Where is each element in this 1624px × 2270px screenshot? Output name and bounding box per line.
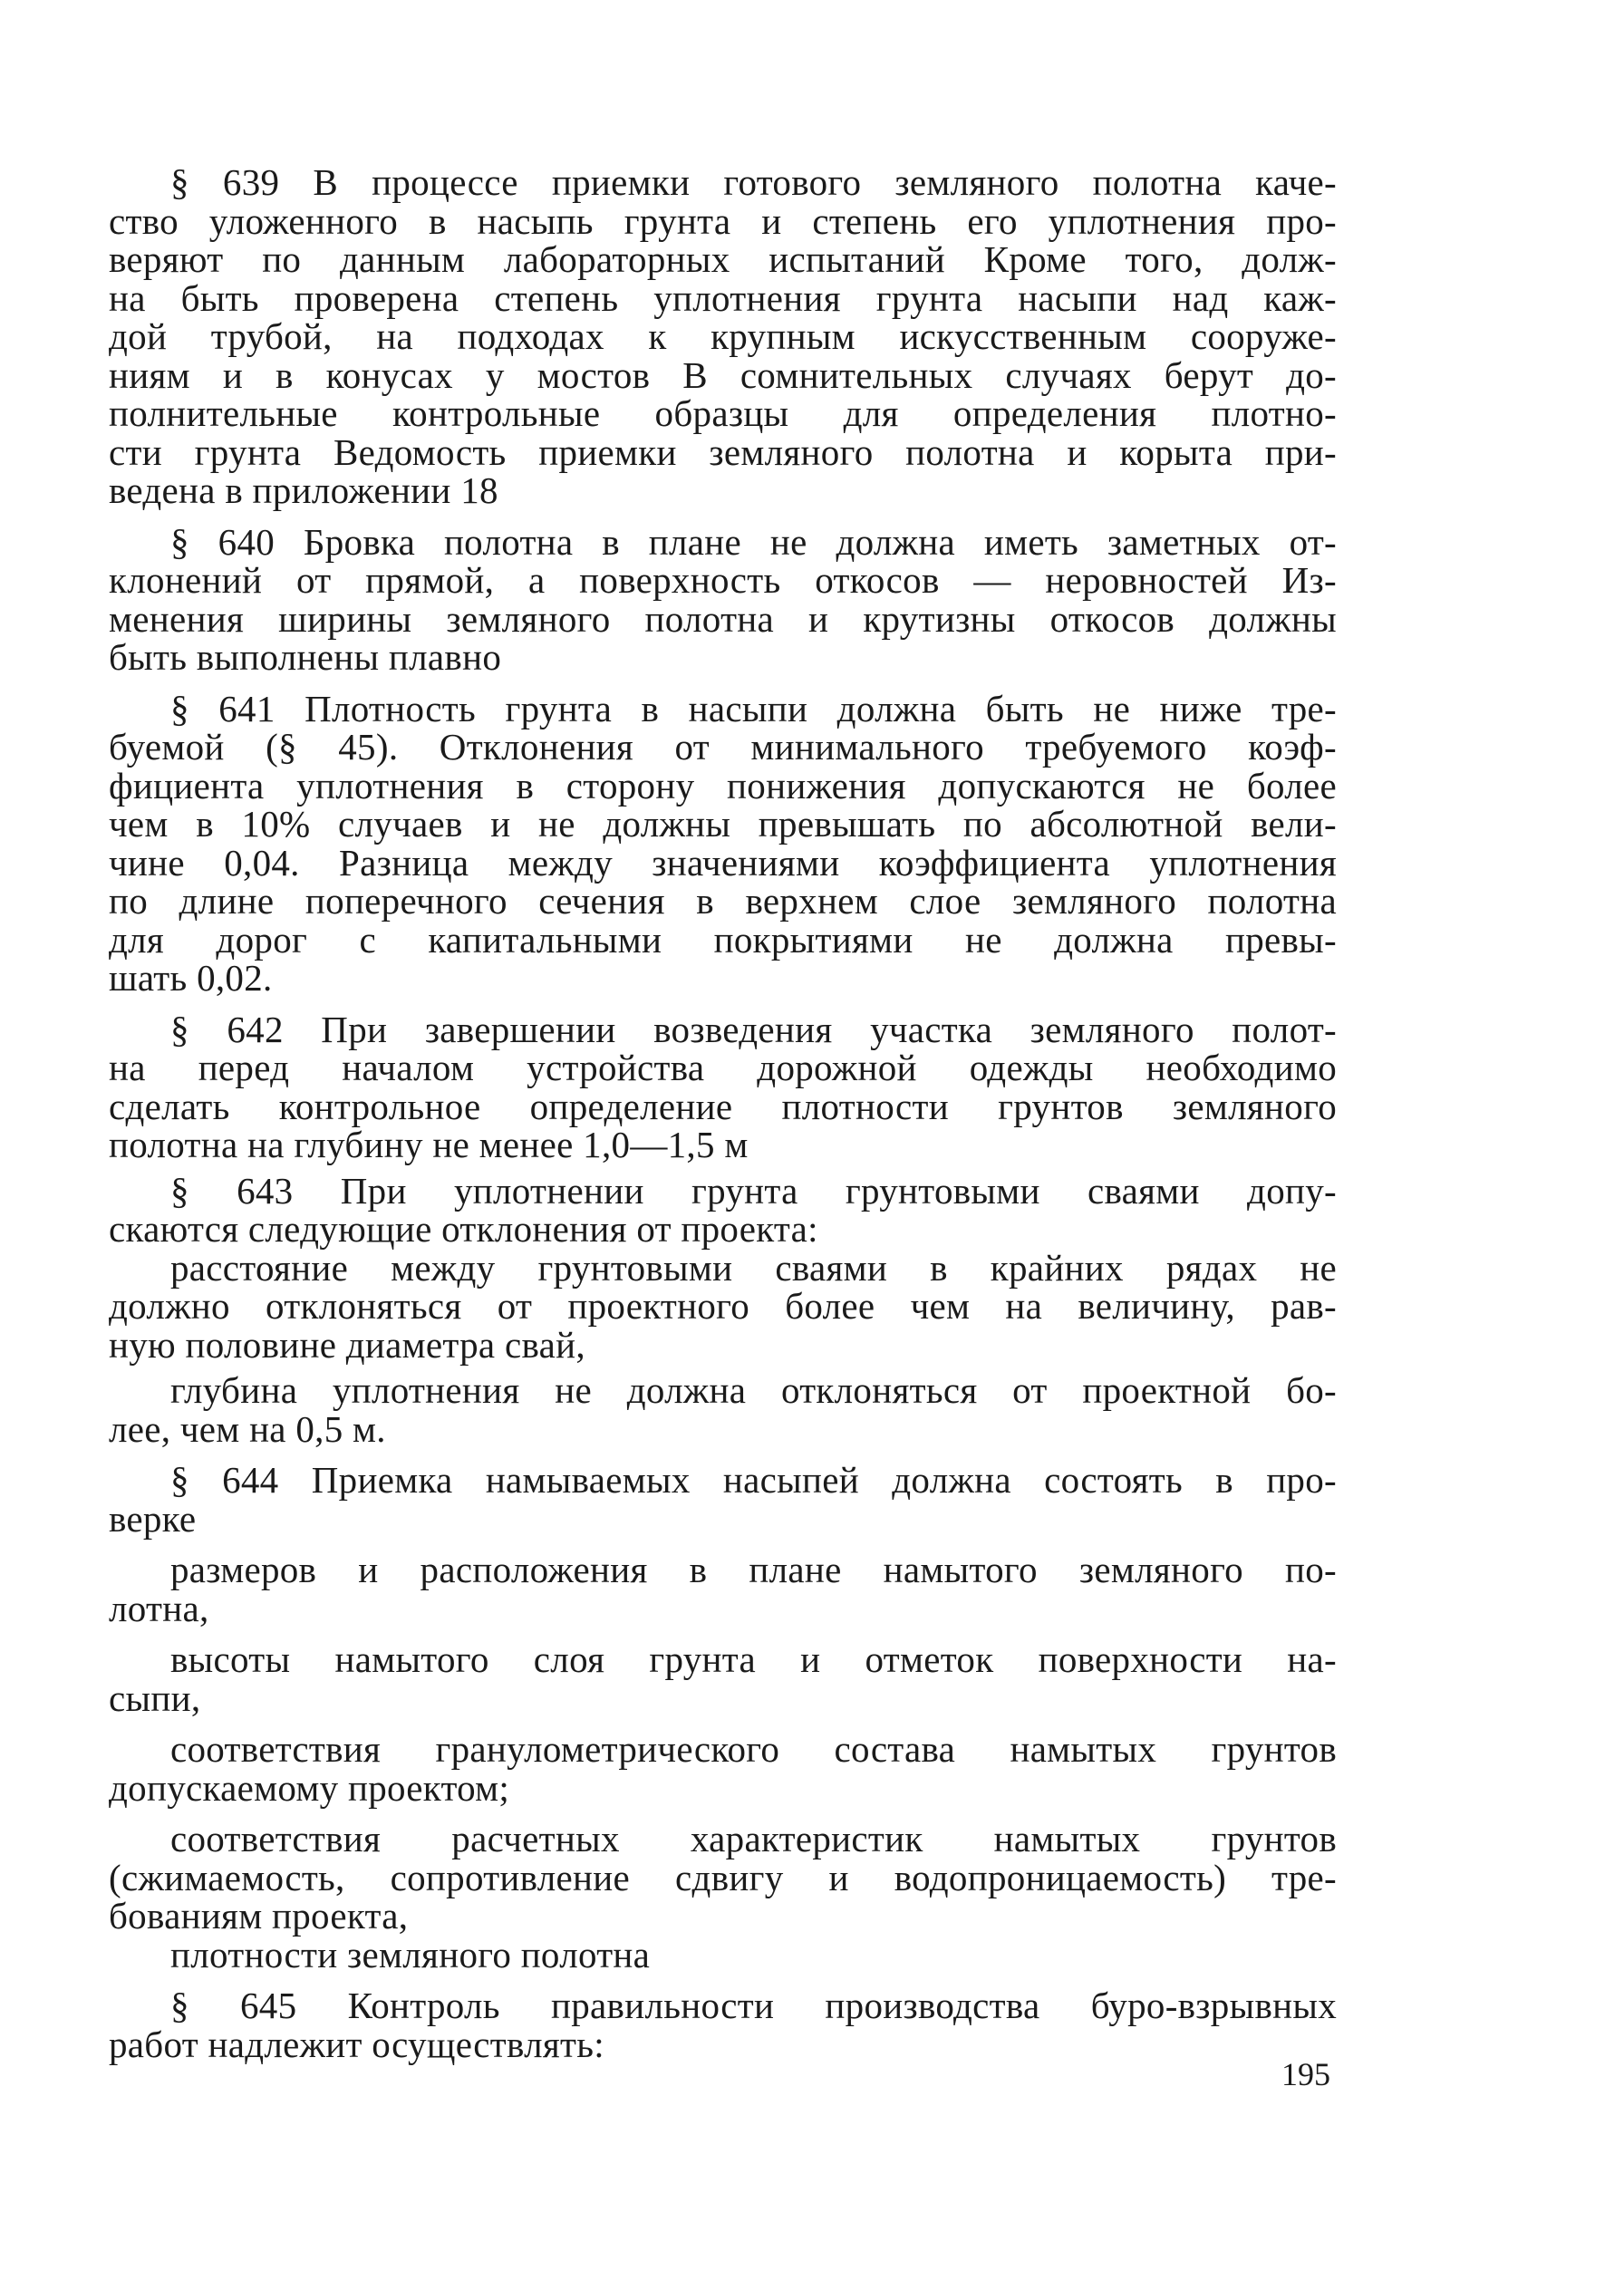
paragraph-643-item-1 — [109, 1246, 1337, 1366]
paragraph-644-item-1 — [109, 1550, 1337, 1628]
text-line: лотна, — [109, 1587, 209, 1629]
paragraph-644-item-5 — [109, 1933, 1337, 1975]
text-line: менения ширины земляного полотна и крутизны откосов должны — [109, 597, 1337, 640]
paragraph-644-item-2 — [109, 1640, 1337, 1717]
text-line: глубина уплотнения не должна отклоняться от проектной бо- — [170, 1369, 1337, 1411]
text-line: соответствия расчетных характеристик намытых грунтов — [170, 1818, 1337, 1859]
text-line: ство уложенного в насыпь грунта и степень его уплотнения про- — [109, 199, 1337, 242]
paragraph-643 — [109, 1169, 1337, 1250]
text-line: § 645 Контроль правильности производства буро-взрывных — [170, 1985, 1337, 2026]
text-line: полотна на глубину не менее 1,0—1,5 м — [109, 1124, 749, 1165]
text-line: § 643 При уплотнении грунта грунтовыми сваями допу- — [170, 1169, 1337, 1212]
text-line: § 641 Плотность грунта в насыпи должна быть не ниже тре- — [170, 687, 1337, 729]
text-line: должно отклоняться от проектного более чем на величину, рав- — [109, 1285, 1337, 1327]
page-number: 195 — [1281, 2056, 1330, 2092]
text-line: скаются следующие отклонения от проекта: — [109, 1208, 818, 1250]
text-line: § 644 Приемка намываемых насыпей должна состоять в про- — [170, 1459, 1337, 1501]
text-line: § 642 При завершении возведения участка земляного полот- — [170, 1008, 1337, 1050]
paragraph-645 — [109, 1986, 1337, 2063]
text-line: веряют по данным лабораторных испытаний Кроме того, долж- — [109, 238, 1337, 280]
text-line: расстояние между грунтовыми сваями в крайних рядах не — [170, 1246, 1337, 1289]
text-line: сыпи, — [109, 1676, 201, 1719]
text-line: § 640 Бровка полотна в плане не должна иметь заметных от- — [170, 520, 1337, 563]
text-line: буемой (§ 45). Отклонения от минимального требуемого коэф- — [109, 726, 1337, 768]
text-line: верке — [109, 1497, 197, 1540]
text-line: по длине поперечного сечения в верхнем слое земляного полотна — [109, 880, 1337, 922]
text-line: работ надлежит осуществлять: — [109, 2023, 604, 2065]
text-line: клонений от прямой, а поверхность откосов — неровностей Из- — [109, 559, 1337, 601]
text-line: плотности земляного полотна — [170, 1933, 651, 1975]
text-line: соответствия гранулометрического состава намытых грунтов — [170, 1728, 1337, 1770]
text-line: чине 0,04. Разница между значениями коэффициента уплотнения — [109, 841, 1337, 884]
text-line: фициента уплотнения в сторону понижения допускаются не более — [109, 764, 1337, 807]
paragraph-641 — [109, 687, 1337, 999]
paragraph-644 — [109, 1461, 1337, 1538]
text-line: ную половине диаметра свай, — [109, 1323, 585, 1366]
text-line: быть выполнены плавно — [109, 636, 502, 678]
text-line: чем в 10% случаев и не должны превышать по абсолютной вели- — [109, 803, 1337, 845]
paragraph-640 — [109, 520, 1337, 678]
text-line: ведена в приложении 18 — [109, 469, 498, 511]
text-line: дой трубой, на подходах к крупным искусственным сооруже- — [109, 315, 1337, 357]
text-line: бованиям проекта, — [109, 1895, 409, 1937]
text-line: размеров и расположения в плане намытого земляного по- — [170, 1549, 1337, 1590]
text-line: лее, чем на 0,5 м. — [109, 1407, 386, 1450]
paragraph-644-item-3 — [109, 1730, 1337, 1807]
page-body — [109, 163, 1337, 2063]
paragraph-644-item-4 — [109, 1820, 1337, 1936]
text-line: высоты намытого слоя грунта и отметок поверхности на- — [170, 1638, 1337, 1680]
text-line: (сжимаемость, сопротивление сдвигу и водопроницаемость) тре- — [109, 1856, 1337, 1898]
text-line: § 639 В процессе приемки готового земляного полотна каче- — [170, 161, 1337, 203]
text-line: сделать контрольное определение плотности грунтов земляного — [109, 1085, 1337, 1127]
paragraph-642 — [109, 1010, 1337, 1164]
text-line: на перед началом устройства дорожной одежды необходимо — [109, 1047, 1337, 1088]
text-line: полнительные контрольные образцы для определения плотно- — [109, 392, 1337, 434]
text-line: для дорог с капитальными покрытиями не должна превы- — [109, 918, 1337, 961]
text-line: допускаемому проектом; — [109, 1766, 510, 1809]
text-line: ниям и в конусах у мостов В сомнительных случаях берут до- — [109, 353, 1337, 396]
paragraph-643-item-2 — [109, 1371, 1337, 1448]
text-line: шать 0,02. — [109, 957, 273, 999]
paragraph-639 — [109, 163, 1337, 510]
text-line: сти грунта Ведомость приемки земляного полотна и корыта при- — [109, 430, 1337, 473]
text-line: на быть проверена степень уплотнения грунта насыпи над каж- — [109, 276, 1337, 319]
